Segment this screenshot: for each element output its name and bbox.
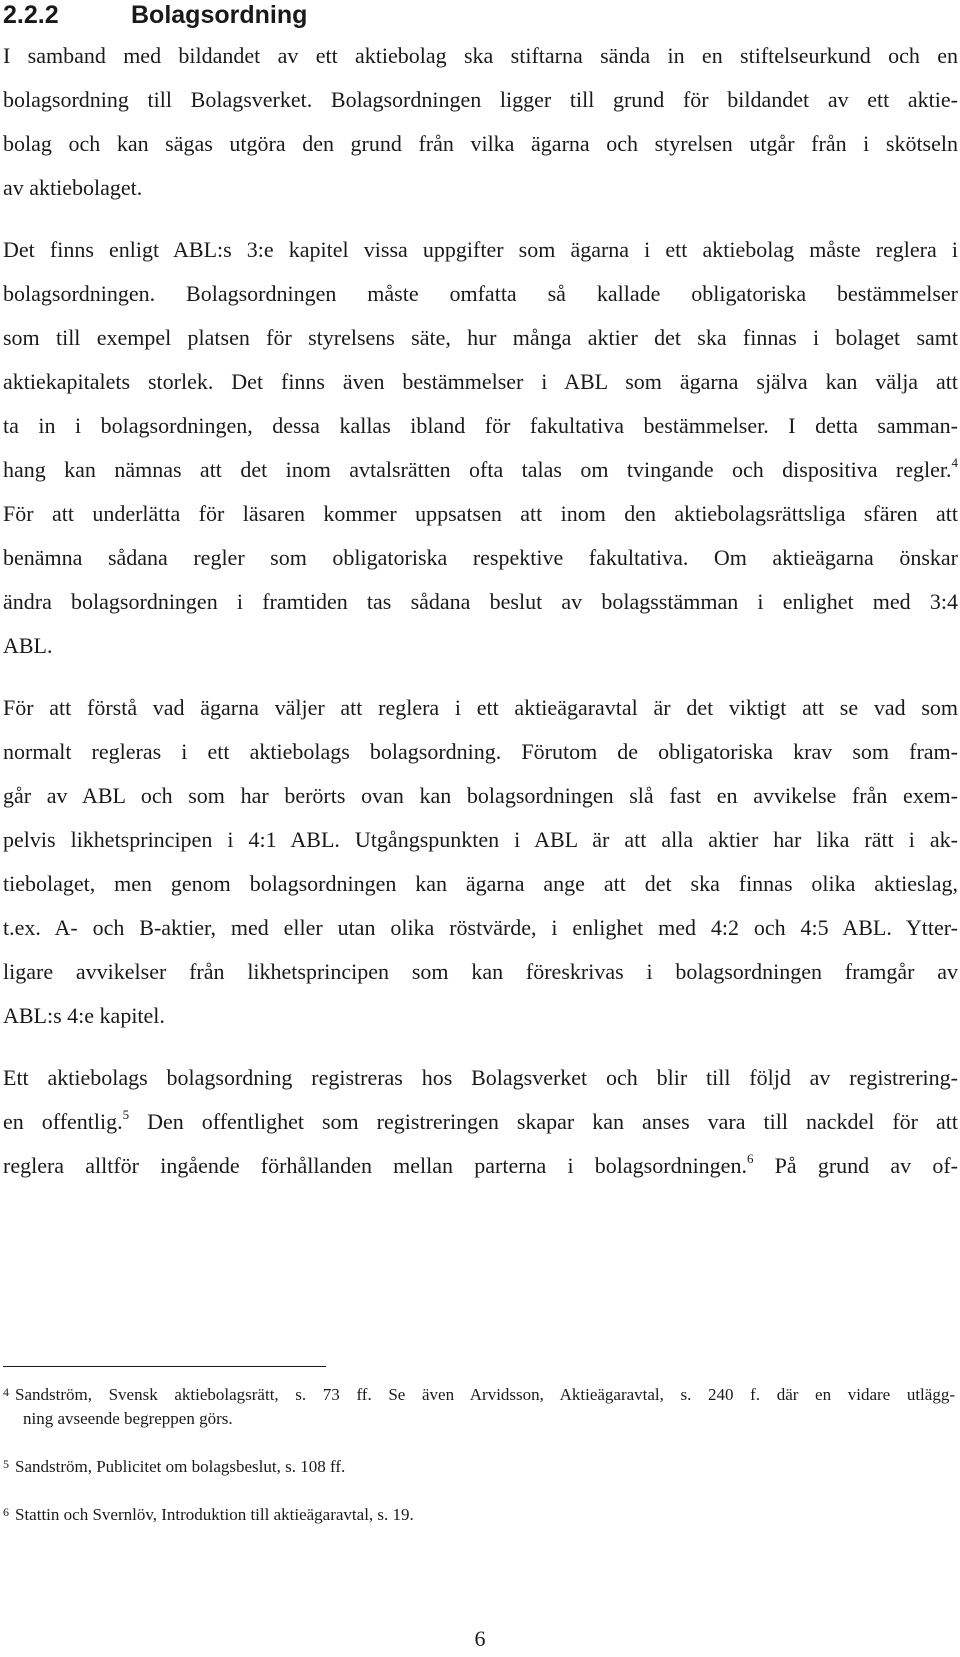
page-number: 6 xyxy=(474,1626,486,1651)
paragraph-2-line: Det finns enligt ABL:s 3:e kapitel vissa uppgifter som ägarna i ett aktiebolag måste reglera i xyxy=(3,237,958,262)
paragraph-2-line: benämna sådana regler som obligatoriska respektive fakultativa. Om aktieägarna önskar xyxy=(3,545,958,570)
paragraph-2-line: ABL. xyxy=(3,633,53,658)
paragraph-3-line: För att förstå vad ägarna väljer att reglera i ett aktieägaravtal är det viktigt att se vad som xyxy=(3,695,958,720)
footnote-separator xyxy=(3,1366,326,1367)
paragraph-2-line: bolagsordningen. Bolagsordningen måste omfatta så kallade obligatoriska bestämmelser xyxy=(3,281,958,306)
footnote-4-continuation: ning avseende begreppen görs. xyxy=(23,1409,233,1428)
paragraph-3-line: ligare avvikelser från likhetsprincipen som kan föreskrivas i bolagsordningen framgår av xyxy=(3,959,958,984)
section-number: 2.2.2 xyxy=(3,1,59,29)
paragraph-4-line xyxy=(3,1108,958,1136)
paragraph-2-line: ändra bolagsordningen i framtiden tas sådana beslut av bolagsstämman i enlighet med 3:4 xyxy=(3,589,958,614)
footnote-6 xyxy=(3,1504,955,1527)
paragraph-3-line: normalt regleras i ett aktiebolags bolagsordning. Förutom de obligatoriska krav som fram- xyxy=(3,739,958,764)
paragraph-3-line: går av ABL och som har berörts ovan kan bolagsordningen slå fast en avvikelse från exem- xyxy=(3,783,958,808)
paragraph-1-line: av aktiebolaget. xyxy=(3,175,143,200)
paragraph-4-line: Ett aktiebolags bolagsordning registreras hos Bolagsverket och blir till följd av registrering- xyxy=(3,1065,958,1090)
footnote-reference[interactable]: 5 xyxy=(122,1106,130,1122)
footnote-text: Stattin och Svernlöv, Introduktion till aktieägaravtal, s. 19. xyxy=(15,1505,414,1524)
paragraph-3-line: pelvis likhetsprincipen i 4:1 ABL. Utgångspunkten i ABL är att alla aktier har lika rätt i ak- xyxy=(3,827,958,852)
paragraph-3-line: t.ex. A- och B-aktier, med eller utan olika röstvärde, i enlighet med 4:2 och 4:5 ABL. Ytter- xyxy=(3,915,958,940)
footnote-reference[interactable]: 6 xyxy=(746,1150,754,1166)
footnote-text: Sandström, Publicitet om bolagsbeslut, s. 108 ff. xyxy=(15,1457,346,1476)
paragraph-4-text: reglera alltför ingående förhållanden mellan parterna i bolagsordningen. xyxy=(3,1153,747,1178)
paragraph-2-line: som till exempel platsen för styrelsens säte, hur många aktier det ska finnas i bolaget samt xyxy=(3,325,958,350)
paragraph-4-text: Den offentlighet som registreringen skapar kan anses vara till nackdel för att xyxy=(129,1109,958,1134)
paragraph-2-line: aktiekapitalets storlek. Det finns även bestämmelser i ABL som ägarna själva kan välja att xyxy=(3,369,958,394)
paragraph-1-line: bolagsordning till Bolagsverket. Bolagsordningen ligger till grund för bildandet av ett aktie- xyxy=(3,87,958,112)
paragraph-2-text: hang kan nämnas att det inom avtalsrätten ofta talas om tvingande och dispositiva regler. xyxy=(3,457,952,482)
footnote-mark: 6 xyxy=(3,1505,9,1519)
footnote-text: Sandström, Svensk aktiebolagsrätt, s. 73 ff. Se även Arvidsson, Aktieägaravtal, s. 240 f. där en vidare utlägg- xyxy=(15,1385,955,1404)
section-title: Bolagsordning xyxy=(131,1,308,29)
footnote-5 xyxy=(3,1456,955,1479)
paragraph-2-line: För att underlätta för läsaren kommer uppsatsen att inom den aktiebolagsrättsliga sfären att xyxy=(3,501,958,526)
footnote-4 xyxy=(3,1384,955,1407)
paragraph-4-text: en offentlig. xyxy=(3,1109,123,1134)
footnote-mark: 5 xyxy=(3,1457,9,1471)
section-heading xyxy=(3,0,307,30)
paragraph-3-line: tiebolaget, men genom bolagsordningen kan ägarna ange att det ska finnas olika aktieslag, xyxy=(3,871,958,896)
footnote-mark: 4 xyxy=(3,1385,9,1399)
paragraph-2-line xyxy=(3,456,958,484)
paragraph-2-line: ta in i bolagsordningen, dessa kallas ibland för fakultativa bestämmelser. I detta samman- xyxy=(3,413,958,438)
footnote-reference[interactable]: 4 xyxy=(951,454,958,470)
paragraph-4-text: På grund av of- xyxy=(753,1153,958,1178)
paragraph-3-line: ABL:s 4:e kapitel. xyxy=(3,1003,165,1028)
paragraph-4-line xyxy=(3,1152,958,1180)
paragraph-1-line: I samband med bildandet av ett aktiebolag ska stiftarna sända in en stiftelseurkund och en xyxy=(3,43,958,68)
paragraph-1-line: bolag och kan sägas utgöra den grund från vilka ägarna och styrelsen utgår från i skötseln xyxy=(3,131,958,156)
